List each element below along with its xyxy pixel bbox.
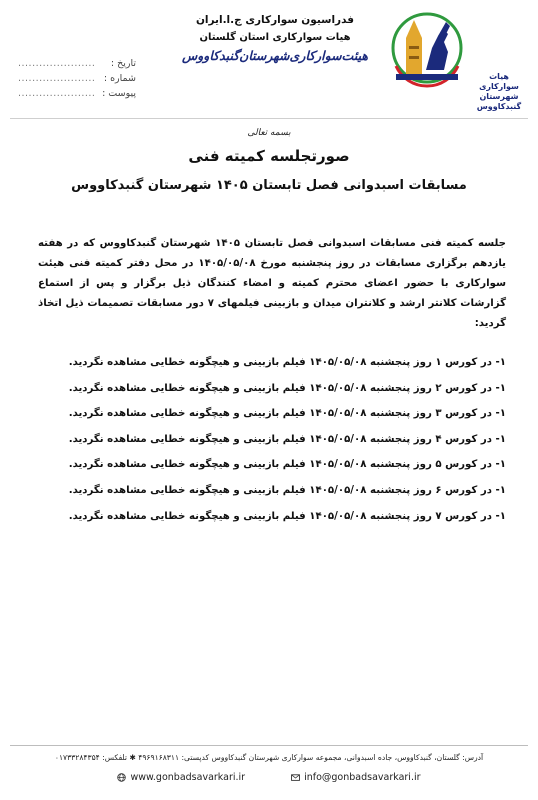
email-link[interactable]: info@gonbadsavarkari.ir xyxy=(304,772,421,783)
decision-item: ۱- در کورس ۶ روز پنجشنبه ۱۴۰۵/۰۵/۰۸ فیلم بازبینی و هیچگونه خطایی مشاهده نگردید. xyxy=(68,484,506,496)
date-label: تاریخ : xyxy=(110,58,136,69)
document-title: صورتجلسه کمیته فنی xyxy=(188,147,350,165)
federation-name: فدراسیون سوارکاری ج.ا.ایران xyxy=(195,14,355,26)
bismillah: بسمه تعالی xyxy=(247,128,291,138)
number-field xyxy=(18,71,136,86)
logo-caption: هیات سوارکاری شهرستان گنبدکاووس xyxy=(476,72,522,111)
decision-item: ۱- در کورس ۷ روز پنجشنبه ۱۴۰۵/۰۵/۰۸ فیلم بازبینی و هیچگونه خطایی مشاهده نگردید. xyxy=(68,510,506,522)
equestrian-logo xyxy=(388,8,466,108)
number-dots: ...................... xyxy=(18,73,96,84)
footer-divider xyxy=(10,745,528,746)
decision-item: ۱- در کورس ۱ روز پنجشنبه ۱۴۰۵/۰۵/۰۸ فیلم بازبینی و هیچگونه خطایی مشاهده نگردید. xyxy=(68,357,506,368)
date-field xyxy=(18,56,136,71)
number-label: شماره : xyxy=(103,73,136,84)
email-icon xyxy=(291,773,300,782)
website-link[interactable]: www.gonbadsavarkari.ir xyxy=(130,772,246,783)
email-contact xyxy=(291,772,420,783)
decision-item: ۱- در کورس ۵ روز پنجشنبه ۱۴۰۵/۰۵/۰۸ فیلم بازبینی و هیچگونه خطایی مشاهده نگردید. xyxy=(68,459,506,471)
header-divider xyxy=(10,118,528,119)
attachment-label: پیوست : xyxy=(102,88,136,99)
letterhead-text xyxy=(160,12,390,65)
globe-icon xyxy=(117,773,126,782)
website-contact xyxy=(117,772,245,783)
decision-item: ۱- در کورس ۳ روز پنجشنبه ۱۴۰۵/۰۵/۰۸ فیلم بازبینی و هیچگونه خطایی مشاهده نگردید. xyxy=(68,408,506,420)
decision-item: ۱- در کورس ۴ روز پنجشنبه ۱۴۰۵/۰۵/۰۸ فیلم بازبینی و هیچگونه خطایی مشاهده نگردید. xyxy=(68,433,506,445)
city-board-name: هیئت‌سوارکاری‌شهرستان‌گنبدکاووس xyxy=(182,48,368,63)
document-subtitle: مسابقات اسبدوانی فصل تابستان ۱۴۰۵ شهرستان گنبدکاووس xyxy=(71,178,467,193)
intro-paragraph: جلسه کمیته فنی مسابقات اسبدوانی فصل تابستان ۱۴۰۵ شهرستان گنبدکاووس که در هفته یازدهم برگزاری مسابقات در روز پنجشنبه مورخ ۱۴۰۵/۰۵/۰۸ در محل دفتر کمیته فنی هیئت سوارکاری با حضور اعضای محترم کمیته و امضاء کنندگان ذیل برگزار و پس از استماع گزارشات کلانتر ارشد و کلانتران میدان و بازبینی فیلمهای ۷ دور مسابقات تصمیمات ذیل اتخاذ گردید: xyxy=(38,238,507,329)
attachment-dots: ...................... xyxy=(18,88,96,99)
province-board-name: هیات سوارکاری استان گلستان xyxy=(199,32,351,43)
date-dots: ...................... xyxy=(18,58,96,69)
attachment-field xyxy=(18,86,136,101)
decision-item: ۱- در کورس ۲ روز پنجشنبه ۱۴۰۵/۰۵/۰۸ فیلم بازبینی و هیچگونه خطایی مشاهده نگردید. xyxy=(68,382,506,394)
footer-contacts xyxy=(0,772,538,783)
decision-list xyxy=(38,350,506,529)
footer-address: آدرس: گلستان، گنبدکاووس، جاده اسبدوانی، مجموعه سوارکاری شهرستان گنبدکاووس کدپستی: ۴۹۶۹۱۶۸۳۱۱ ✱ تلفکس: ۰۱۷۳۳۲۸۴۳۵۴ xyxy=(54,753,484,762)
reference-fields xyxy=(18,56,136,101)
